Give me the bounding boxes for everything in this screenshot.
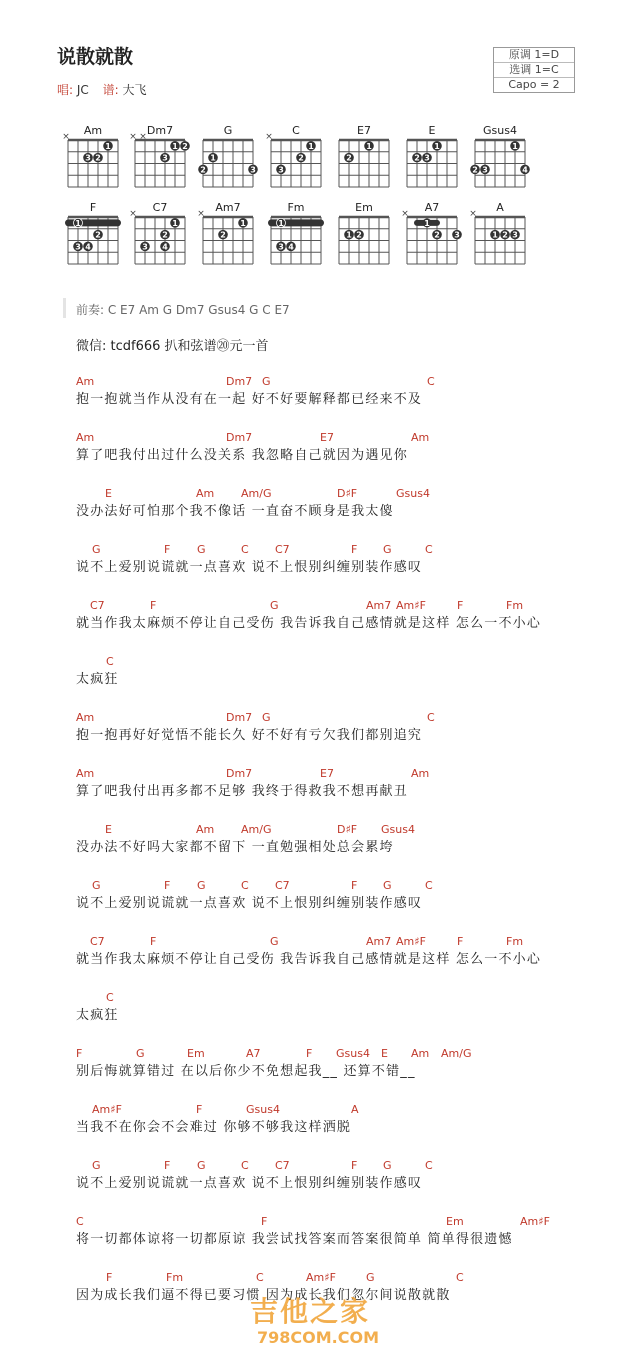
finger-number: 4 (162, 242, 168, 252)
chord-label: G (92, 543, 101, 556)
singer-label: 唱: (57, 83, 74, 97)
finger-number: 2 (502, 230, 508, 240)
chord-label: Dm7 (226, 767, 253, 780)
chord-name: Fm (287, 201, 305, 214)
finger-number: 2 (95, 230, 101, 240)
chord-label: C (425, 1159, 433, 1172)
chord-label: C (427, 375, 435, 388)
capo-info: Capo = 2 (494, 77, 574, 92)
chord-label: Am (411, 767, 430, 780)
chord-label: F (164, 1159, 171, 1172)
finger-number: 4 (85, 242, 91, 252)
finger-number: 2 (220, 230, 226, 240)
chord-label: C (106, 655, 114, 668)
chord-name: C7 (152, 201, 168, 214)
chord-label: A7 (246, 1047, 261, 1060)
muted-string-mark: × (469, 209, 477, 219)
finger-number: 2 (182, 141, 188, 151)
finger-number: 2 (346, 153, 352, 163)
chord-label: D♯F (337, 823, 358, 836)
chord-label: C7 (275, 879, 290, 892)
muted-string-mark: × (401, 209, 409, 219)
chord-label: C (425, 543, 433, 556)
muted-string-mark: × (139, 132, 147, 142)
chord-label: Dm7 (226, 711, 253, 724)
chord-label: Fm (166, 1271, 184, 1284)
chord-label: Gsus4 (246, 1103, 280, 1116)
song-title: 说散就散 (57, 46, 134, 68)
finger-number: 3 (250, 165, 256, 175)
finger-number: 3 (162, 153, 168, 163)
lyric-line: 当我不在你会不会难过 你够不够我这样洒脱 (76, 1120, 352, 1135)
finger-number: 1 (366, 141, 372, 151)
chord-label: G (197, 1159, 206, 1172)
chord-label: G (92, 1159, 101, 1172)
finger-number: 3 (454, 230, 460, 240)
finger-number: 3 (482, 165, 488, 175)
finger-number: 1 (278, 218, 284, 228)
intro-text: 前奏: C E7 Am G Dm7 Gsus4 G C E7 (76, 303, 290, 317)
chord-label: G (197, 879, 206, 892)
chord-label: Am/G (241, 487, 272, 500)
lyric-line: 因为成长我们逼不得已要习惯 因为成长我们忽尔间说散就散 (76, 1288, 451, 1303)
chord-label: F (76, 1047, 83, 1060)
chord-label: G (383, 543, 392, 556)
chord-label: G (270, 935, 279, 948)
finger-number: 1 (75, 218, 81, 228)
lyric-line: 没办法好可怕那个我不像话 一直奋不顾身是我太傻 (76, 504, 394, 519)
finger-number: 1 (512, 141, 518, 151)
chord-label: F (261, 1215, 268, 1228)
finger-number: 1 (308, 141, 314, 151)
site-watermark: 吉他之家 (250, 1295, 371, 1328)
chord-label: Gsus4 (381, 823, 415, 836)
chord-name: F (89, 201, 97, 214)
chord-label: Am♯F (396, 935, 426, 948)
chord-name: A7 (424, 201, 440, 214)
chord-name: E (428, 124, 436, 137)
chord-label: Am♯F (306, 1271, 336, 1284)
finger-number: 1 (172, 218, 178, 228)
chord-diagram-c (265, 124, 321, 187)
finger-number: 2 (298, 153, 304, 163)
chord-diagram-dm7 (129, 124, 190, 187)
finger-number: 3 (512, 230, 518, 240)
chord-label: F (351, 879, 358, 892)
chord-label: Em (446, 1215, 464, 1228)
finger-number: 1 (346, 230, 352, 240)
chord-label: C (456, 1271, 464, 1284)
chord-label: G (366, 1271, 375, 1284)
chord-label: E7 (320, 431, 334, 444)
chord-label: C (241, 543, 249, 556)
chord-label: E7 (320, 767, 334, 780)
muted-string-mark: × (197, 209, 205, 219)
chord-label: F (150, 935, 157, 948)
chord-label: Am♯F (396, 599, 426, 612)
lyric-line: 将一切都体谅将一切都原谅 我尝试找答案而答案很简单 简单得很遗憾 (76, 1232, 513, 1247)
chord-diagram-am7 (197, 201, 253, 264)
lyric-line: 太疯狂 (76, 672, 119, 687)
chord-label: Gsus4 (336, 1047, 370, 1060)
lyric-line: 算了吧我付出再多都不足够 我终于得救我不想再献丑 (76, 784, 408, 799)
chord-label: Am (196, 487, 215, 500)
chord-label: Am7 (366, 935, 392, 948)
chord-label: Fm (506, 935, 524, 948)
chord-label: F (351, 1159, 358, 1172)
finger-number: 1 (210, 153, 216, 163)
arranger-label: 谱: (102, 83, 119, 97)
chord-label: Am (76, 767, 95, 780)
lyric-line: 抱一抱再好好觉悟不能长久 好不好有亏欠我们都别追究 (76, 728, 423, 743)
chord-label: C7 (275, 1159, 290, 1172)
chord-diagram-f (65, 201, 121, 264)
singer-name: JC (76, 83, 89, 97)
chord-diagram-a (469, 201, 525, 264)
chord-label: G (270, 599, 279, 612)
chord-label: C (106, 991, 114, 1004)
arranger-name: 大飞 (122, 83, 147, 97)
finger-number: 2 (162, 230, 168, 240)
chord-diagram-e (407, 124, 457, 187)
chord-diagram-am (62, 124, 118, 187)
chord-label: Am (76, 431, 95, 444)
chord-label: F (106, 1271, 113, 1284)
site-watermark-url: 798COM.COM (257, 1328, 380, 1347)
finger-number: 4 (288, 242, 294, 252)
lyric-line: 就当作我太麻烦不停让自己受伤 我告诉我自己感情就是这样 怎么一不小心 (76, 952, 542, 967)
chord-label: G (383, 879, 392, 892)
finger-number: 1 (172, 141, 178, 151)
lyric-line: 就当作我太麻烦不停让自己受伤 我告诉我自己感情就是这样 怎么一不小心 (76, 616, 542, 631)
intro-marker (63, 298, 66, 318)
chord-diagram-g (198, 124, 258, 187)
finger-number: 4 (522, 165, 528, 175)
chord-label: Am (411, 431, 430, 444)
chord-name: A (496, 201, 504, 214)
finger-number: 2 (472, 165, 478, 175)
lyric-line: 太疯狂 (76, 1008, 119, 1023)
lyric-line: 说不上爱别说谎就一点喜欢 说不上恨别纠缠别装作感叹 (76, 560, 423, 575)
selected-key: 选调 1=C (494, 62, 574, 77)
chord-label: F (164, 543, 171, 556)
lyric-line: 抱一抱就当作从没有在一起 好不好要解释都已经来不及 (76, 392, 423, 407)
chord-label: Fm (506, 599, 524, 612)
finger-number: 2 (95, 153, 101, 163)
chord-diagram-gsus4 (470, 124, 530, 187)
chord-label: C (76, 1215, 84, 1228)
chord-diagram-fm (268, 201, 324, 264)
finger-number: 3 (75, 242, 81, 252)
original-key: 原调 1=D (508, 48, 560, 61)
chord-label: C (256, 1271, 264, 1284)
finger-number: 1 (434, 141, 440, 151)
muted-string-mark: × (62, 132, 70, 142)
chord-diagram-em (339, 201, 389, 264)
chord-name: Am (83, 124, 103, 137)
chord-diagram-e7 (339, 124, 389, 187)
wechat-note: 微信: tcdf666 扒和弦谱⑳元一首 (76, 339, 269, 354)
chord-label: C (241, 879, 249, 892)
chord-label: E (381, 1047, 388, 1060)
chord-name: Em (355, 201, 373, 214)
finger-number: 1 (240, 218, 246, 228)
chord-label: C7 (275, 543, 290, 556)
chord-label: C7 (90, 599, 105, 612)
muted-string-mark: × (129, 132, 137, 142)
chord-diagram-a7 (401, 201, 462, 264)
chord-label: Am/G (241, 823, 272, 836)
chord-label: C7 (90, 935, 105, 948)
chord-label: F (351, 543, 358, 556)
chord-label: C (427, 711, 435, 724)
chord-label: F (164, 879, 171, 892)
chord-name: E7 (357, 124, 371, 137)
chord-label: Am♯F (92, 1103, 122, 1116)
chord-name: C (292, 124, 300, 137)
chord-label: Am/G (441, 1047, 472, 1060)
chord-label: Am (76, 375, 95, 388)
chord-label: E (105, 823, 112, 836)
lyric-line: 没办法不好吗大家都不留下 一直勉强相处总会累垮 (76, 840, 394, 855)
muted-string-mark: × (129, 209, 137, 219)
chord-label: G (383, 1159, 392, 1172)
chord-label: Em (187, 1047, 205, 1060)
chord-label: F (150, 599, 157, 612)
chord-diagram-c7 (129, 201, 185, 264)
chord-name: Dm7 (146, 124, 174, 137)
lyric-line: 说不上爱别说谎就一点喜欢 说不上恨别纠缠别装作感叹 (76, 896, 423, 911)
chord-label: Gsus4 (396, 487, 430, 500)
chord-label: E (105, 487, 112, 500)
lyric-line: 说不上爱别说谎就一点喜欢 说不上恨别纠缠别装作感叹 (76, 1176, 423, 1191)
chord-label: Dm7 (226, 375, 253, 388)
chord-label: F (196, 1103, 203, 1116)
chord-label: G (262, 375, 271, 388)
chord-label: G (92, 879, 101, 892)
finger-number: 3 (142, 242, 148, 252)
muted-string-mark: × (265, 132, 273, 142)
finger-number: 1 (492, 230, 498, 240)
finger-number: 2 (414, 153, 420, 163)
chord-name: G (223, 124, 233, 137)
chord-label: Am (76, 711, 95, 724)
chord-label: Am (196, 823, 215, 836)
chord-label: G (262, 711, 271, 724)
chord-label: C (425, 879, 433, 892)
chord-label: Am (411, 1047, 430, 1060)
finger-number: 2 (200, 165, 206, 175)
chord-name: Am7 (215, 201, 241, 214)
chord-label: F (457, 599, 464, 612)
chord-label: G (197, 543, 206, 556)
lyric-line: 别后悔就算错过 在以后你少不免想起我__ 还算不错__ (76, 1064, 416, 1079)
lyric-line: 算了吧我付出过什么没关系 我忽略自己就因为遇见你 (76, 448, 408, 463)
chord-label: Am7 (366, 599, 392, 612)
chord-label: F (457, 935, 464, 948)
chord-label: F (306, 1047, 313, 1060)
chord-label: A (351, 1103, 359, 1116)
finger-number: 2 (356, 230, 362, 240)
finger-number: 2 (434, 230, 440, 240)
chord-label: G (136, 1047, 145, 1060)
finger-number: 3 (85, 153, 91, 163)
chord-label: Am♯F (520, 1215, 550, 1228)
chord-label: D♯F (337, 487, 358, 500)
finger-number: 1 (424, 218, 430, 228)
chord-label: Dm7 (226, 431, 253, 444)
finger-number: 1 (105, 141, 111, 151)
chord-label: C (241, 1159, 249, 1172)
finger-number: 3 (278, 242, 284, 252)
chord-name: Gsus4 (483, 124, 517, 137)
finger-number: 3 (424, 153, 430, 163)
chord-diagrams (0, 0, 630, 280)
finger-number: 3 (278, 165, 284, 175)
